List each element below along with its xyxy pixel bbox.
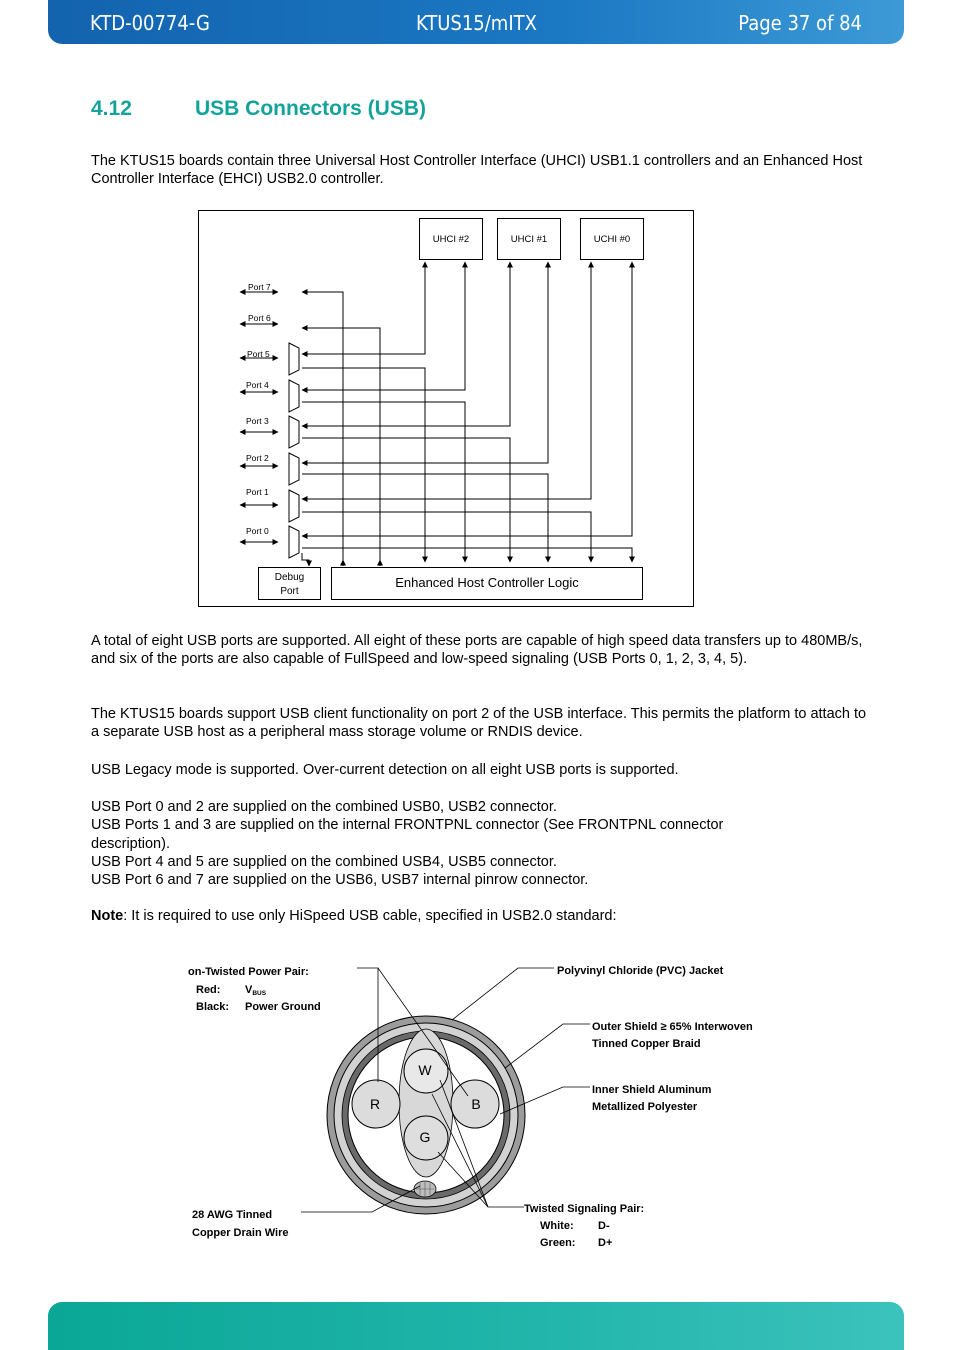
green-value: D+	[598, 1237, 613, 1249]
black-value: Power Ground	[245, 1001, 321, 1013]
conductor-b-label: B	[471, 1096, 481, 1112]
svg-text:UCHI #0: UCHI #0	[593, 234, 631, 245]
jacket-label: Polyvinyl Chloride (PVC) Jacket	[557, 965, 724, 977]
svg-text:UHCI #1: UHCI #1	[510, 234, 548, 245]
svg-text:Enhanced Host Controller Logic: Enhanced Host Controller Logic	[395, 575, 579, 590]
client-paragraph: The KTUS15 boards support USB client functionality on port 2 of the USB interface. This permits the platform to attach to a separate USB host as a peripheral mass storage volume or RNDIS device.	[91, 706, 867, 741]
conductor-r-label: R	[369, 1096, 381, 1112]
document-id: KTD-00774-G	[90, 11, 210, 35]
controller-uhci1	[498, 219, 561, 260]
port-6-label: Port 6	[248, 313, 271, 323]
ports-paragraph: A total of eight USB ports are supported. All eight of these ports are capable of high speed data transfers up to 480MB/s, and six of the ports are also capable of FullSpeed and low-speed signaling (USB Ports 0, 1, 2, 3, 4, 5).	[91, 633, 863, 668]
outer-shield-label: Outer Shield ≥ 65% Interwoven	[592, 1021, 753, 1033]
usb-cable-diagram	[180, 955, 800, 1255]
legacy-paragraph: USB Legacy mode is supported. Over-current detection on all eight USB ports is supported.	[91, 762, 679, 778]
port-assignment-list	[91, 798, 871, 889]
page-number: Page 37 of 84	[738, 11, 862, 35]
port-0-label: Port 0	[246, 526, 269, 536]
port-5-label: Port 5	[247, 349, 270, 359]
red-label: Red:	[196, 984, 221, 996]
drain-wire-label-2: Copper Drain Wire	[192, 1227, 289, 1239]
white-label: White:	[540, 1220, 574, 1232]
svg-text:Debug: Debug	[274, 572, 305, 583]
black-label: Black:	[196, 1001, 230, 1013]
intro-paragraph: The KTUS15 boards contain three Universal Host Controller Interface (UHCI) USB1.1 controllers and an Enhanced Host Controller Interface (EHCI) USB2.0 controller.	[91, 153, 863, 188]
port-assignment-line: USB Port 4 and 5 are supplied on the combined USB4, USB5 connector.	[91, 853, 557, 870]
drain-wire-label: 28 AWG Tinned	[192, 1209, 273, 1221]
port-2-label: Port 2	[246, 453, 269, 463]
port-assignment-line: USB Ports 1 and 3 are supplied on the internal FRONTPNL connector (See FRONTPNL connector	[91, 817, 724, 834]
port-3-label: Port 3	[246, 416, 269, 426]
controller-uhci2	[420, 219, 483, 260]
port-assignment-line: description).	[91, 835, 170, 852]
inner-shield-label: Inner Shield Aluminum	[592, 1084, 712, 1096]
section-number: 4.12	[91, 97, 132, 120]
conductor-g-label: G	[419, 1129, 431, 1145]
usb-block-diagram	[198, 210, 695, 608]
outer-shield-label-2: Tinned Copper Braid	[592, 1038, 701, 1050]
power-pair-title: on-Twisted Power Pair:	[188, 966, 309, 978]
svg-text:UHCI #2: UHCI #2	[432, 234, 470, 245]
inner-shield-label-2: Metallized Polyester	[592, 1101, 698, 1113]
page-footer	[48, 1302, 904, 1350]
port-assignment-line: USB Port 0 and 2 are supplied on the combined USB0, USB2 connector.	[91, 799, 557, 815]
ehci-logic-box	[332, 568, 643, 600]
note-label: Note	[91, 908, 124, 924]
note-paragraph	[91, 907, 871, 925]
note-text: : It is required to use only HiSpeed USB cable, specified in USB2.0 standard:	[123, 908, 617, 924]
port-1-label: Port 1	[246, 487, 269, 497]
red-vbus: VBUS	[245, 984, 267, 997]
controller-uhci0	[581, 219, 644, 260]
debug-port-box	[259, 568, 321, 600]
green-label: Green:	[540, 1237, 576, 1249]
product-name: KTUS15/mITX	[416, 11, 537, 35]
port-4-label: Port 4	[246, 380, 269, 390]
port-7-label: Port 7	[248, 282, 271, 292]
twisted-pair-title: Twisted Signaling Pair:	[524, 1203, 645, 1215]
conductor-w-label: W	[418, 1062, 432, 1078]
svg-text:Port: Port	[280, 586, 299, 597]
white-value: D-	[598, 1220, 610, 1232]
port-assignment-line: USB Port 6 and 7 are supplied on the USB6, USB7 internal pinrow connector.	[91, 872, 589, 889]
section-title: USB Connectors (USB)	[195, 97, 427, 120]
page-header	[48, 0, 904, 44]
section-heading	[91, 97, 426, 121]
